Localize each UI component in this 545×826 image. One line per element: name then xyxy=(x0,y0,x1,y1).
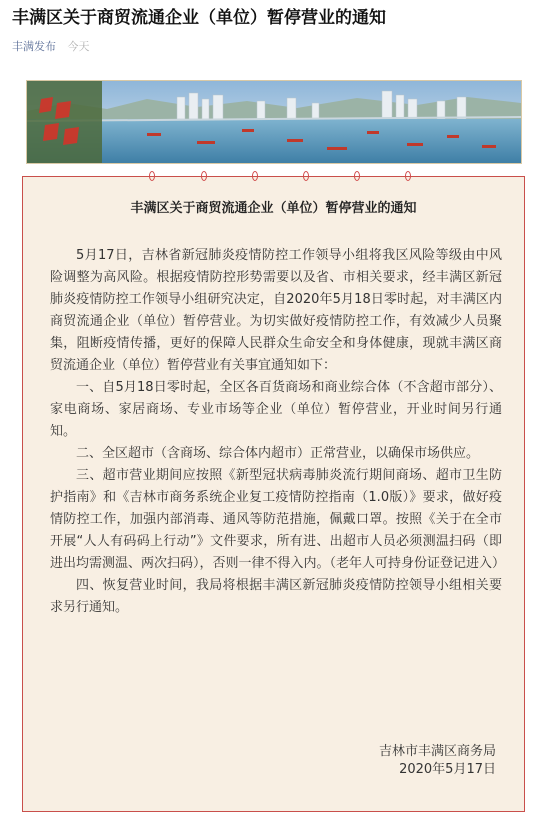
notice-card xyxy=(22,176,525,812)
notice-paragraph: 5月17日，吉林省新冠肺炎疫情防控工作领导小组将我区风险等级由中风险调整为高风险。根据疫情防控形势需要以及省、市相关要求，经丰满区新冠肺炎疫情防控工作领导小组研究决定，自2020年5月18日零时起，对丰满区内商贸流通企业（单位）暂停营业。为切实做好疫情防控工作，有效减少人员聚集，阻断疫情传播，更好的保障人民群众生命安全和身体健康，现就丰满区商贸流通企业（单位）暂停营业有关事宜通知如下： xyxy=(50,248,502,373)
notice-paragraph: 一、自5月18日零时起，全区各百货商场和商业综合体（不含超市部分）、家电商场、家居商场、专业市场等企业（单位）暂停营业，开业时间另行通知。 xyxy=(50,380,502,439)
signature-org: 吉林市丰满区商务局 xyxy=(378,744,496,759)
notice-paragraph: 三、超市营业期间应按照《新型冠状病毒肺炎流行期间商场、超市卫生防护指南》和《吉林市商务系统企业复工疫情防控指南（1.0版）》要求，做好疫情防控工作，加强内部消毒、通风等防范措施，佩戴口罩。按照《关于在全市开展“人人有码码上行动”》文件要求，所有进、出超市人员必须测温扫码（即进出均需测温、两次扫码），否则一律不得入内。（老年人可持身份证登记进入） xyxy=(50,468,506,571)
binder-ring-icon xyxy=(149,171,155,181)
binder-ring-icon xyxy=(354,171,360,181)
city-river-photo xyxy=(27,81,521,163)
signature-block xyxy=(379,743,496,779)
banner-image xyxy=(26,80,522,164)
binder-ring-icon xyxy=(252,171,258,181)
notice-paragraph: 二、全区超市（含商场、综合体内超市）正常营业，以确保市场供应。 xyxy=(76,446,480,461)
binder-rings xyxy=(23,171,524,185)
article-title: 丰满区关于商贸流通企业（单位）暂停营业的通知 xyxy=(12,8,386,28)
publish-date: 今天 xyxy=(67,40,90,53)
binder-ring-icon xyxy=(201,171,207,181)
notice-body xyxy=(50,245,506,619)
article-meta xyxy=(12,40,90,54)
account-name-link[interactable]: 丰满发布 xyxy=(12,40,56,53)
notice-paragraph: 四、恢复营业时间，我局将根据丰满区新冠肺炎疫情防控领导小组相关要求另行通知。 xyxy=(50,578,502,615)
signature-date: 2020年5月17日 xyxy=(399,762,496,777)
binder-ring-icon xyxy=(303,171,309,181)
binder-ring-icon xyxy=(405,171,411,181)
notice-title: 丰满区关于商贸流通企业（单位）暂停营业的通知 xyxy=(130,201,417,216)
